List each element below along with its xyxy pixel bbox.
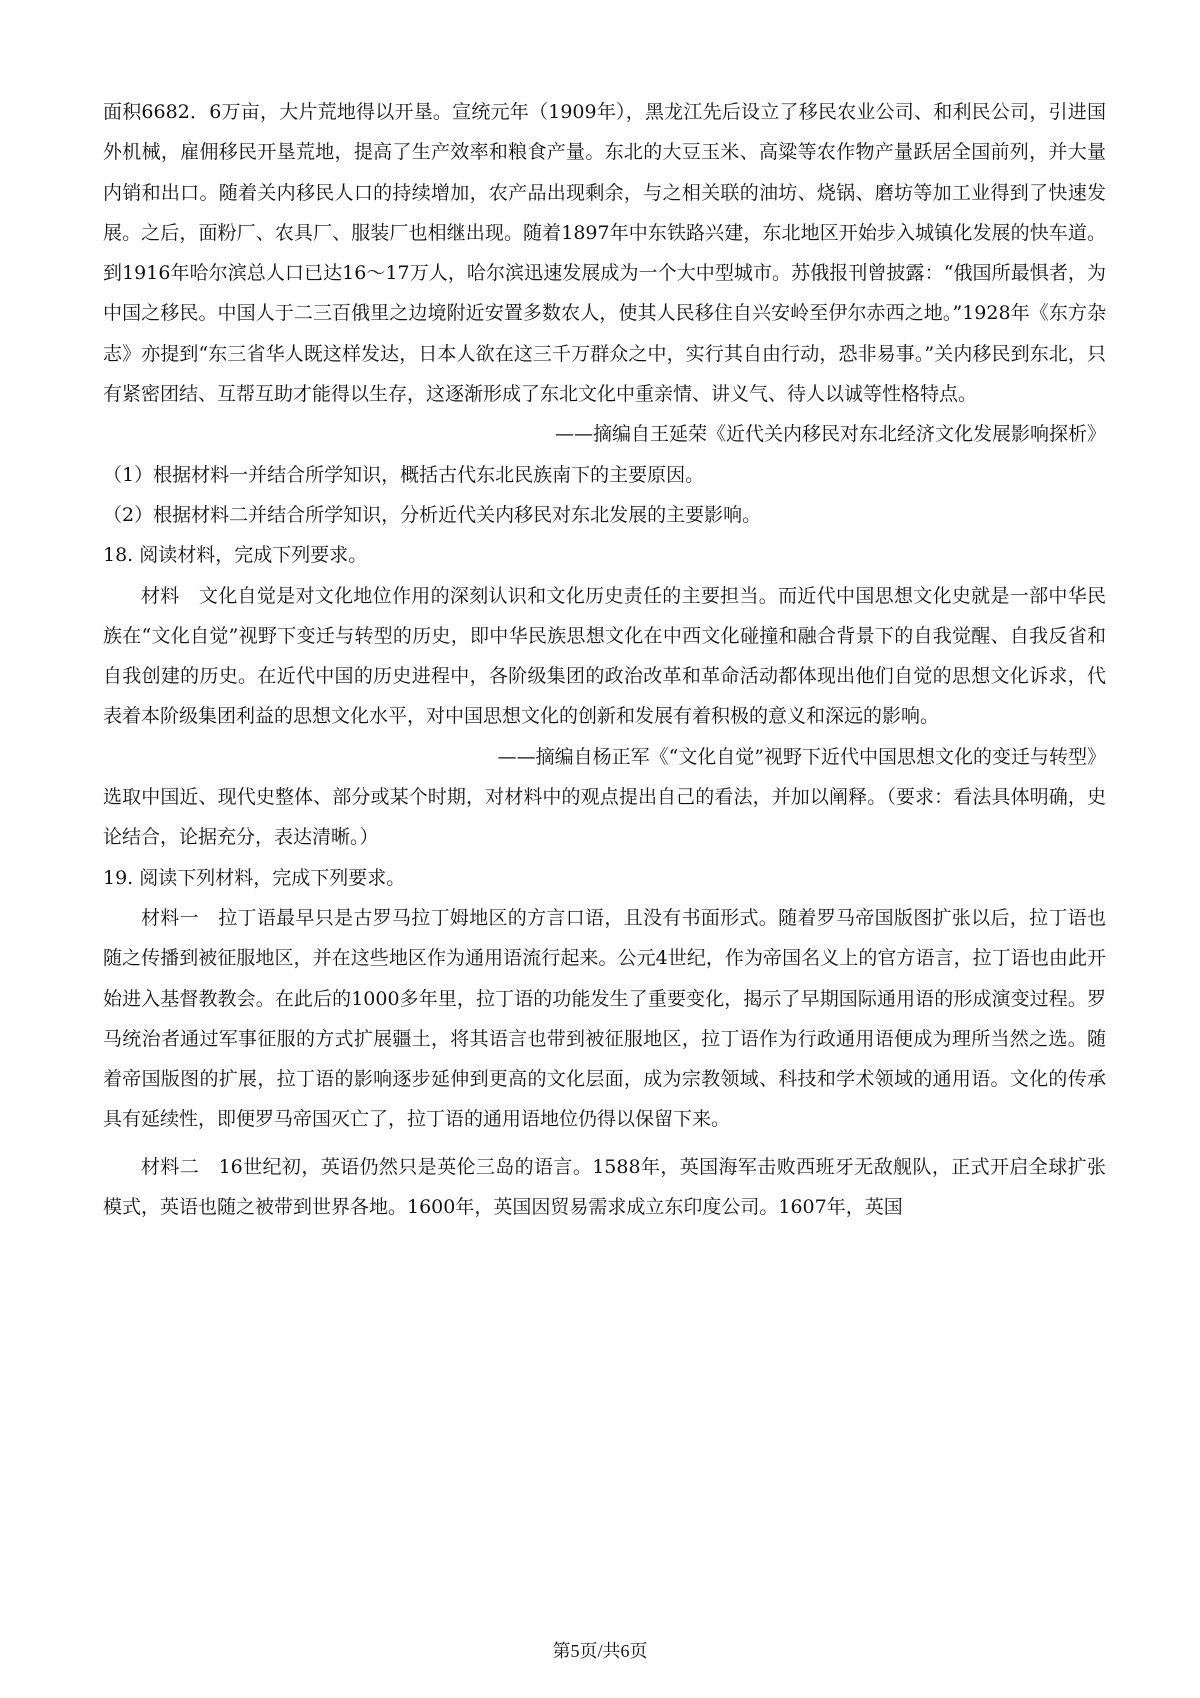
material-one-paragraph-19: 材料一 拉丁语最早只是古罗马拉丁姆地区的方言口语，且没有书面形式。随着罗马帝国版图扩张以后，拉丁语也随之传播到被征服地区，并在这些地区作为通用语流行起来。公元4世纪，作为帝国名义上的官方语言，拉丁语也由此开始进入基督教教会。在此后的1000多年里，拉丁语的功能发生了重要变化，揭示了早期国际通用语的形成演变过程。罗马统治者通过军事征服的方式扩展疆土，将其语言也带到被征服地区，拉丁语作为行政通用语便成为理所当然之选。随着帝国版图的扩展，拉丁语的影响逐步延伸到更高的文化层面，成为宗教领域、科技和学术领域的通用语。文化的传承具有延续性，即便罗马帝国灭亡了，拉丁语的通用语地位仍得以保留下来。 bbox=[103, 906, 1106, 1131]
material-paragraph-18: 材料 文化自觉是对文化地位作用的深刻认识和文化历史责任的主要担当。而近代中国思想文化史就是一部中华民族在“文化自觉”视野下变迁与转型的历史，即中华民族思想文化在中西文化碰撞和融合背景下的自我觉醒、自我反省和自我创建的历史。在近代中国的历史进程中，各阶级集团的政治改革和革命活动都体现出他们自觉的思想文化诉求，代表着本阶级集团利益的思想文化水平，对中国思想文化的创新和发展有着积极的意义和深远的影响。 bbox=[103, 584, 1106, 728]
source-citation: ——摘编自王延荣《近代关内移民对东北经济文化发展影响探析》 bbox=[554, 423, 1106, 446]
question-19-heading: 19. 阅读下列材料，完成下列要求。 bbox=[103, 866, 406, 889]
material-paragraph: 面积6682．6万亩，大片荒地得以开垦。宣统元年（1909年），黑龙江先后设立了移民农业公司、和利民公司，引进国外机械，雇佣移民开垦荒地，提高了生产效率和粮食产量。东北的大豆玉米、高粱等农作物产量跃居全国前列，并大量内销和出口。随着关内移民人口的持续增加，农产品出现剩余，与之相关联的油坊、烧锅、磨坊等加工业得到了快速发展。之后，面粉厂、农具厂、服装厂也相继出现。随着1897年中东铁路兴建，东北地区开始步入城镇化发展的快车道。到1916年哈尔滨总人口已达16～17万人，哈尔滨迅速发展成为一个大中型城市。苏俄报刊曾披露：“俄国所最惧者，为中国之移民。中国人于二三百俄里之边境附近安置多数农人，使其人民移住自兴安岭至伊尔赤西之地。”1928年《东方杂志》亦提到“东三省华人既这样发达，日本人欲在这三千万群众之中，实行其自由行动，恐非易事。”关内移民到东北，只有紧密团结、互帮互助才能得以生存，这逐渐形成了东北文化中重亲情、讲义气、待人以诚等性格特点。 bbox=[103, 101, 1106, 406]
material-two-paragraph-19: 材料二 16世纪初，英语仍然只是英伦三岛的语言。1588年，英国海军击败西班牙无敌舰队，正式开启全球扩张模式，英语也随之被带到世界各地。1600年，英国因贸易需求成立东印度公司。1607年，英国 bbox=[103, 1155, 1106, 1219]
question-2: （2）根据材料二并结合所学知识，分析近代关内移民对东北发展的主要影响。 bbox=[103, 503, 762, 526]
question-18-requirement: 选取中国近、现代史整体、部分或某个时期，对材料中的观点提出自己的看法，并加以阐释。（要求：看法具体明确，史论结合，论据充分，表达清晰。） bbox=[103, 786, 1106, 849]
source-citation-18: ——摘编自杨正军《“文化自觉”视野下近代中国思想文化的变迁与转型》 bbox=[497, 745, 1106, 768]
question-18-heading: 18. 阅读材料，完成下列要求。 bbox=[103, 544, 368, 567]
page-number-footer: 第5页/共6页 bbox=[552, 1641, 648, 1661]
question-1: （1）根据材料一并结合所学知识，概括古代东北民族南下的主要原因。 bbox=[103, 463, 705, 486]
document-body bbox=[103, 92, 1106, 1227]
